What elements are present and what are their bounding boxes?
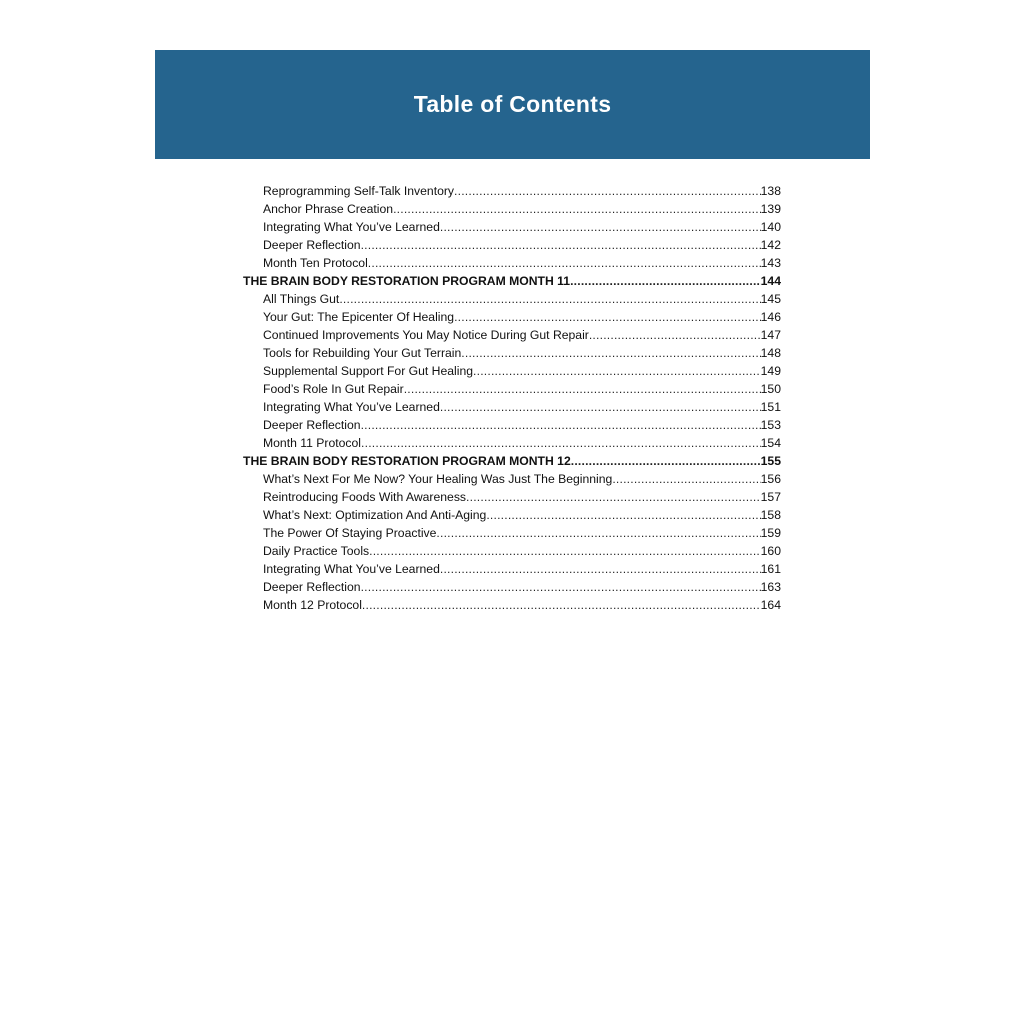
- toc-entry-title: Reintroducing Foods With Awareness: [263, 490, 467, 504]
- toc-entry[interactable]: [243, 542, 781, 560]
- toc-header-band: [155, 50, 870, 159]
- toc-entry[interactable]: [243, 416, 781, 434]
- toc-entry-title: Month 11 Protocol: [263, 436, 362, 450]
- toc-entry-title: Month Ten Protocol: [263, 256, 368, 270]
- toc-entry-title: Integrating What You’ve Learned: [263, 220, 440, 234]
- toc-entry[interactable]: [243, 578, 781, 596]
- toc-entry[interactable]: [243, 236, 781, 254]
- toc-entry-page: 147: [760, 328, 781, 342]
- toc-entry-page: 142: [760, 238, 781, 252]
- toc-entry-title: All Things Gut: [263, 292, 340, 306]
- toc-entry-page: 140: [760, 220, 781, 234]
- toc-entry-page: 156: [760, 472, 781, 486]
- toc-chapter-entry[interactable]: [243, 452, 781, 470]
- toc-entry-page: 158: [760, 508, 781, 522]
- toc-entry-title: Continued Improvements You May Notice During Gut Repair: [263, 328, 589, 342]
- toc-entry-title: Food’s Role In Gut Repair: [263, 382, 404, 396]
- dot-leader: [369, 542, 761, 560]
- toc-entry-title: Daily Practice Tools: [263, 544, 370, 558]
- toc-entry-page: 153: [760, 418, 781, 432]
- toc-entry-title: The Power Of Staying Proactive: [263, 526, 437, 540]
- toc-entry-page: 148: [760, 346, 781, 360]
- toc-entry-page: 149: [760, 364, 781, 378]
- dot-leader: [368, 254, 761, 272]
- dot-leader: [486, 506, 760, 524]
- dot-leader: [361, 236, 761, 254]
- page-title: Table of Contents: [413, 91, 612, 117]
- dot-leader: [440, 218, 761, 236]
- toc-chapter-entry[interactable]: [243, 272, 781, 290]
- dot-leader: [404, 380, 761, 398]
- toc-entry-title: THE BRAIN BODY RESTORATION PROGRAM MONTH 11: [243, 274, 571, 288]
- toc-entry-page: 160: [760, 544, 781, 558]
- dot-leader: [461, 344, 760, 362]
- toc-entry[interactable]: [243, 596, 781, 614]
- dot-leader: [440, 398, 761, 416]
- dot-leader: [361, 416, 761, 434]
- dot-leader: [466, 488, 761, 506]
- toc-entry[interactable]: [243, 182, 781, 200]
- dot-leader: [589, 326, 761, 344]
- toc-entry-title: What’s Next: Optimization And Anti-Aging: [263, 508, 487, 522]
- dot-leader: [571, 452, 761, 470]
- dot-leader: [570, 272, 761, 290]
- toc-entry[interactable]: [243, 200, 781, 218]
- toc-entry-page: 144: [760, 274, 781, 288]
- toc-entry-page: 146: [760, 310, 781, 324]
- toc-entry-page: 154: [760, 436, 781, 450]
- toc-entry-title: THE BRAIN BODY RESTORATION PROGRAM MONTH 12: [243, 454, 571, 468]
- dot-leader: [473, 362, 761, 380]
- toc-entry-title: Tools for Rebuilding Your Gut Terrain: [263, 346, 462, 360]
- toc-entry-page: 139: [760, 202, 781, 216]
- dot-leader: [362, 596, 761, 614]
- toc-entry-page: 157: [760, 490, 781, 504]
- toc-entry[interactable]: [243, 560, 781, 578]
- dot-leader: [454, 182, 761, 200]
- toc-entry-page: 163: [760, 580, 781, 594]
- toc-entry[interactable]: [243, 398, 781, 416]
- toc-entry-title: Deeper Reflection: [263, 580, 361, 594]
- toc-entry[interactable]: [243, 524, 781, 542]
- toc-entry[interactable]: [243, 470, 781, 488]
- dot-leader: [436, 524, 760, 542]
- toc-entry-title: Month 12 Protocol: [263, 598, 362, 612]
- toc-entry-page: 159: [760, 526, 781, 540]
- toc-entry-page: 151: [760, 400, 781, 414]
- toc-entry-title: Anchor Phrase Creation: [263, 202, 394, 216]
- dot-leader: [361, 578, 761, 596]
- toc-entry[interactable]: [243, 326, 781, 344]
- toc-entry-page: 155: [760, 454, 781, 468]
- toc-entry[interactable]: [243, 218, 781, 236]
- toc-entry-page: 138: [760, 184, 781, 198]
- toc-entry-page: 164: [760, 598, 781, 612]
- toc-entry[interactable]: [243, 434, 781, 452]
- toc-entry[interactable]: [243, 506, 781, 524]
- toc-entry[interactable]: [243, 254, 781, 272]
- toc-entry[interactable]: [243, 362, 781, 380]
- toc-entry-title: Integrating What You’ve Learned: [263, 562, 440, 576]
- toc-entry-title: Integrating What You’ve Learned: [263, 400, 440, 414]
- toc-entry-page: 145: [760, 292, 781, 306]
- dot-leader: [454, 308, 761, 326]
- toc-entry-page: 150: [760, 382, 781, 396]
- dot-leader: [440, 560, 761, 578]
- toc-entry[interactable]: [243, 488, 781, 506]
- toc-entry-title: Your Gut: The Epicenter Of Healing: [263, 310, 455, 324]
- toc-entry-title: Supplemental Support For Gut Healing: [263, 364, 474, 378]
- toc-entry[interactable]: [243, 344, 781, 362]
- toc-entry[interactable]: [243, 380, 781, 398]
- toc-entry[interactable]: [243, 308, 781, 326]
- dot-leader: [612, 470, 760, 488]
- toc-entry-title: Deeper Reflection: [263, 418, 361, 432]
- table-of-contents: [243, 182, 781, 614]
- toc-entry-page: 161: [760, 562, 781, 576]
- toc-entry-page: 143: [760, 256, 781, 270]
- dot-leader: [339, 290, 760, 308]
- dot-leader: [393, 200, 761, 218]
- dot-leader: [361, 434, 761, 452]
- toc-entry-title: What’s Next For Me Now? Your Healing Was Just The Beginning: [263, 472, 613, 486]
- toc-entry-title: Deeper Reflection: [263, 238, 361, 252]
- toc-entry[interactable]: [243, 290, 781, 308]
- toc-entry-title: Reprogramming Self-Talk Inventory: [263, 184, 455, 198]
